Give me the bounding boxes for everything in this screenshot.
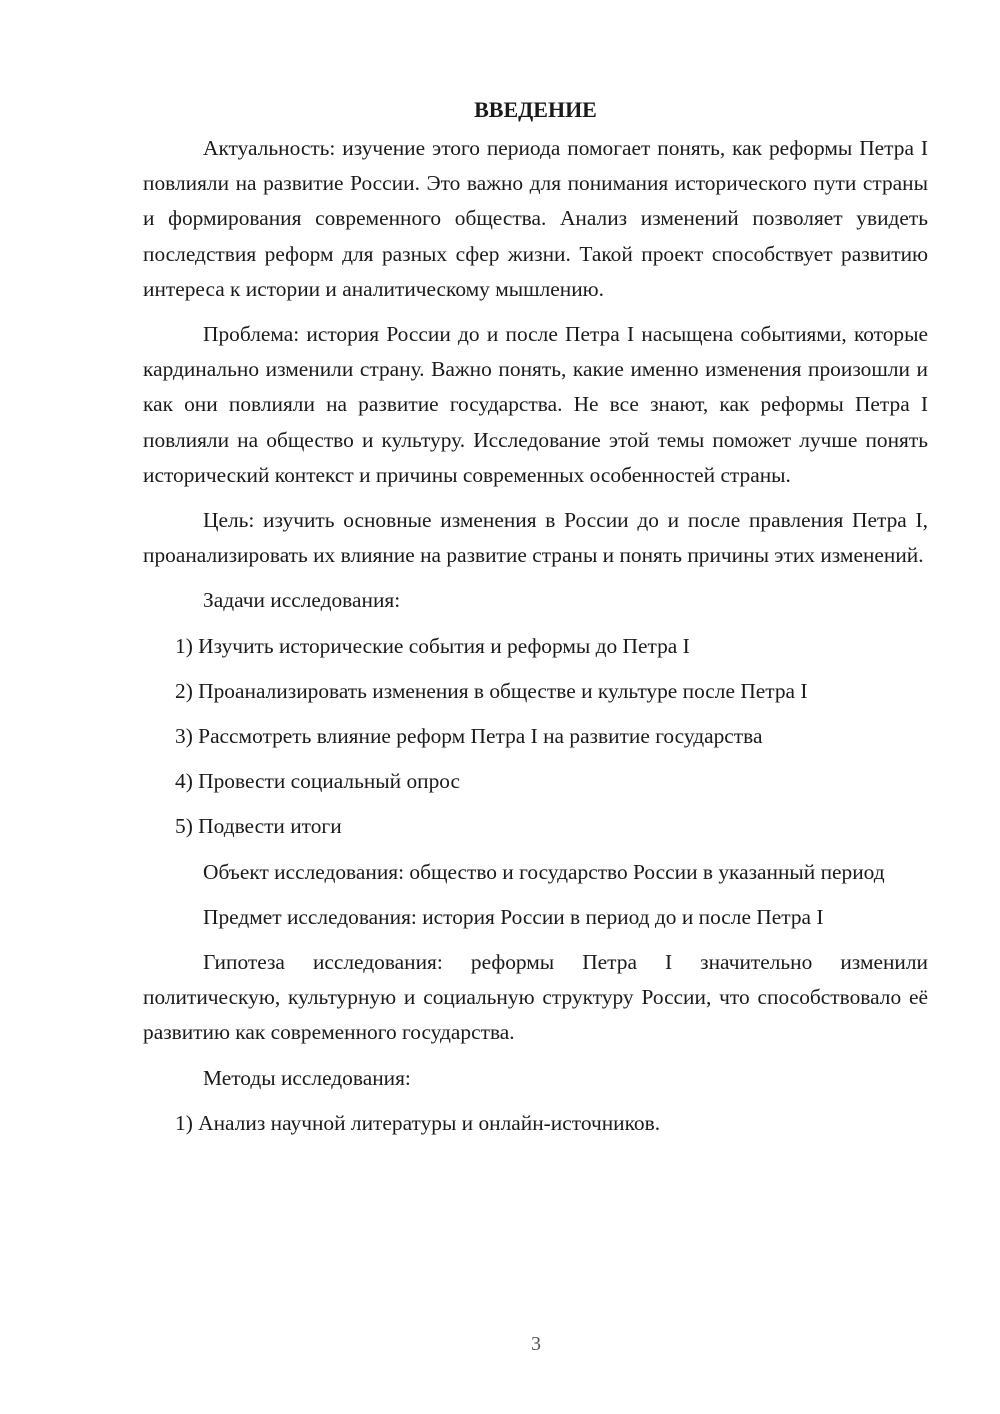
relevance-paragraph: Актуальность: изучение этого периода помогает понять, как реформы Петра I повлияли на развитие России. Это важно для понимания исторического пути страны и формирования современного общества. Анализ изменений позволяет увидеть последствия реформ для разных сфер жизни. Такой проект способствует развитию интереса к истории и аналитическому мышлению. xyxy=(143,136,928,301)
problem-paragraph: Проблема: история России до и после Петра I насыщена событиями, которые кардинально изменили страну. Важно понять, какие именно изменения произошли и как они повлияли на развитие государства. Не все знают, как реформы Петра I повлияли на общество и культуру. Исследование этой темы поможет лучше понять исторический контекст и причины современных особенностей страны. xyxy=(143,322,928,487)
task-item: 3) Рассмотреть влияние реформ Петра I на развитие государства xyxy=(175,724,763,749)
method-item: 1) Анализ научной литературы и онлайн-источников. xyxy=(175,1110,661,1135)
hypothesis-paragraph: Гипотеза исследования: реформы Петра I значительно изменили политическую, культурную и социальную структуру России, что способствовало её развитию как современного государства. xyxy=(143,950,928,1045)
task-item: 4) Провести социальный опрос xyxy=(175,769,461,794)
task-item: 5) Подвести итоги xyxy=(175,814,342,839)
goal-paragraph: Цель: изучить основные изменения в России до и после правления Петра I, проанализировать их влияние на развитие страны и понять причины этих изменений. xyxy=(143,508,928,568)
subject-paragraph: Предмет исследования: история России в период до и после Петра I xyxy=(203,904,824,929)
task-item: 2) Проанализировать изменения в обществе и культуре после Петра I xyxy=(175,678,808,703)
methods-heading: Методы исследования: xyxy=(203,1065,411,1090)
section-title: ВВЕДЕНИЕ xyxy=(474,97,597,122)
object-paragraph: Объект исследования: общество и государство России в указанный период xyxy=(203,859,885,884)
tasks-heading: Задачи исследования: xyxy=(203,588,401,613)
page-number: 3 xyxy=(531,1333,541,1355)
task-item: 1) Изучить исторические события и реформы до Петра I xyxy=(175,633,690,658)
document-page xyxy=(143,92,928,1151)
